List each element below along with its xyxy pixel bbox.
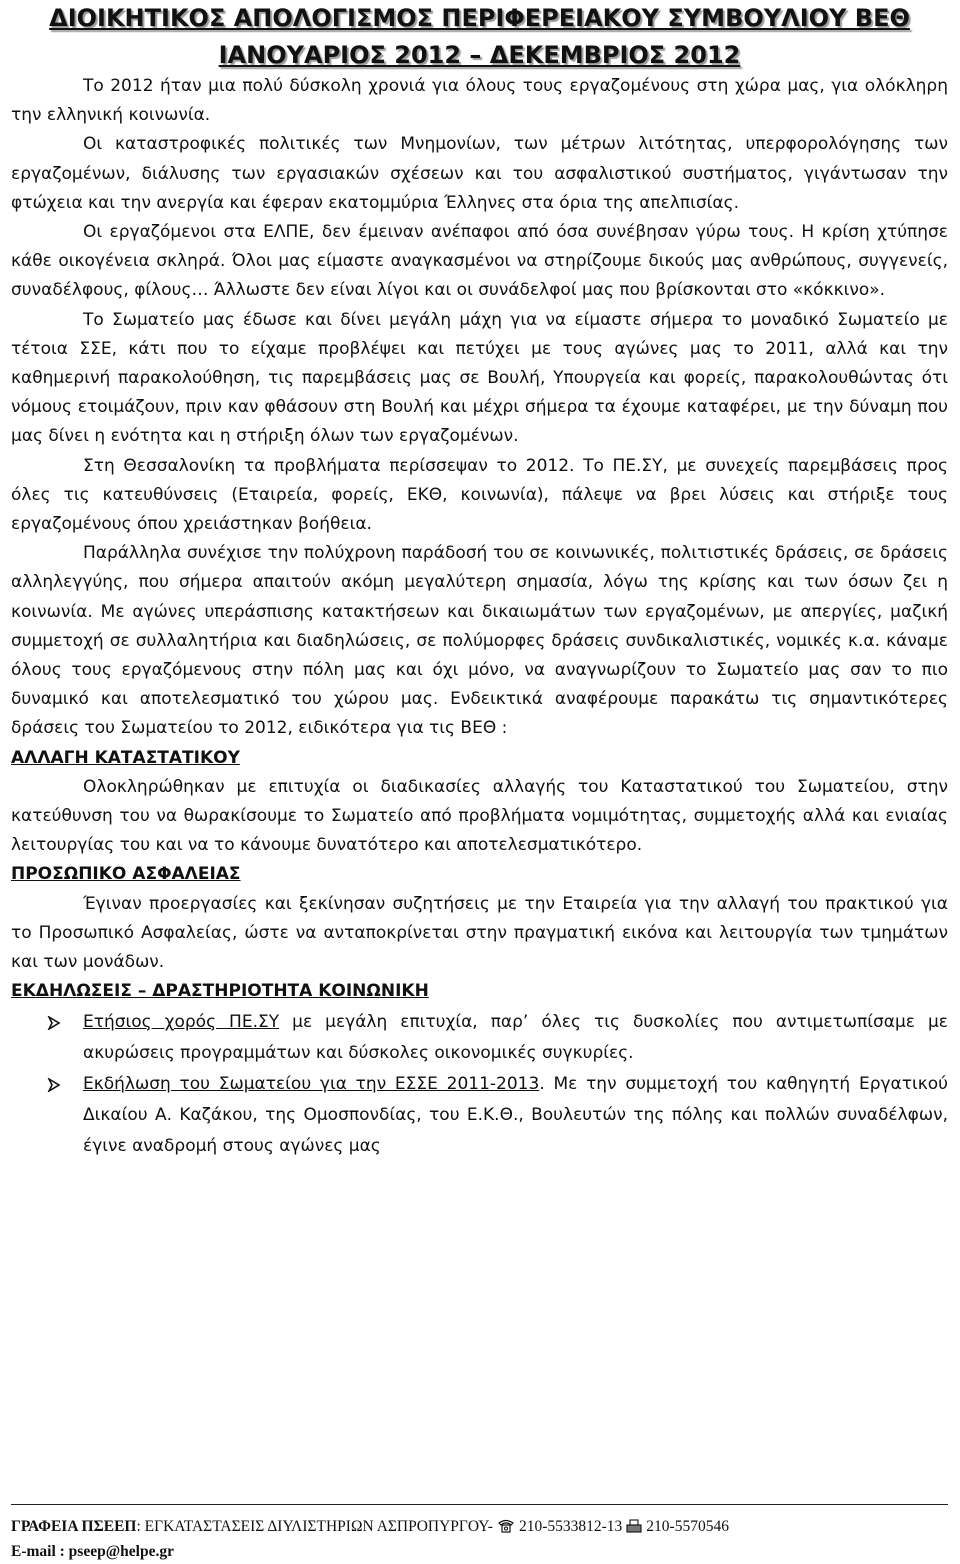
event-text: με μεγάλη επιτυχία, παρ’ όλες τις δυσκολίες που αντιμετωπίσαμε με ακυρώσεις προγραμμάτων και δύσκολες οικονομικές συγκυρίες. — [83, 1011, 948, 1063]
section-text-security-staff: Έγιναν προεργασίες και ξεκίνησαν συζητήσεις με την Εταιρεία για την αλλαγή του πρακτικού για το Προσωπικό Ασφαλείας, ώστε να ανταποκρίνεται στην πραγματική εικόνα και λειτουργία των τμημάτων και των μονάδων. — [11, 893, 948, 973]
footer-divider — [11, 1504, 948, 1505]
section-heading-security-staff: ΠΡΟΣΩΠΙΚΟ ΑΣΦΑΛΕΙΑΣ — [11, 864, 241, 885]
footer-phone: 210-5533812-13 — [518, 1518, 623, 1535]
event-title: Ετήσιος χορός ΠΕ.ΣΥ — [83, 1011, 280, 1032]
list-item — [11, 1007, 948, 1069]
footer-fax: 210-5570546 — [646, 1518, 729, 1535]
intro-paragraph-2: Οι καταστροφικές πολιτικές των Μνημονίων, των μέτρων λιτότητας, υπερφορολόγησης των εργαζομένων, διάλυσης των εργασιακών σχέσεων και του ασφαλιστικού συστήματος, γιγάντωσαν την φτώχεια και την ανεργία και έφεραν εκατομμύρια Έλληνες στα όρια της απελπισίας. — [11, 134, 948, 213]
document-page — [11, 0, 948, 1162]
document-period: ΙΑΝΟΥΑΡΙΟΣ 2012 – ΔΕΚΕΜΒΡΙΟΣ 2012 — [218, 41, 741, 69]
arrowhead-bullet-icon — [47, 1078, 61, 1092]
footer-email: E-mail : pseep@helpe.gr — [11, 1543, 174, 1560]
intro-paragraph-3: Οι εργαζόμενοι στα ΕΛΠΕ, δεν έμειναν ανέπαφοι από όσα συνέβησαν γύρω τους. Η κρίση χτύπησε κάθε οικογένεια σκληρά. Όλοι μας είμαστε αναγκασμένοι να στηρίζουμε δικούς μας ανθρώπους, συγγενείς, συναδέλφους, φίλους… Άλλωστε δεν είναι λίγοι και οι συνάδελφοί μας που βρίσκονται στο «κόκκινο». — [11, 222, 948, 301]
fax-icon — [626, 1519, 642, 1533]
page-footer — [0, 1456, 960, 1561]
intro-paragraph-5: Στη Θεσσαλονίκη τα προβλήματα περίσσεψαν το 2012. Το ΠΕ.ΣΥ, με συνεχείς παρεμβάσεις προς όλες τις κατευθύνσεις (Εταιρεία, φορείς, ΕΚΘ, κοινωνία), πάλεψε να βρει λύσεις και στήριξε τους εργαζομένους όπου χρειάστηκαν βοήθεια. — [11, 455, 948, 535]
document-title: ΔΙΟΙΚΗΤΙΚΟΣ ΑΠΟΛΟΓΙΣΜΟΣ ΠΕΡΙΦΕΡΕΙΑΚΟΥ ΣΥΜΒΟΥΛΙΟΥ ΒΕΘ — [49, 4, 910, 32]
section-heading-events: ΕΚΔΗΛΩΣΕΙΣ – ΔΡΑΣΤΗΡΙΟΤΗΤΑ ΚΟΙΝΩΝΙΚΗ — [11, 981, 429, 1002]
footer-address: : ΕΓΚΑΤΑΣΤΑΣΕΙΣ ΔΙΥΛΙΣΤΗΡΙΩΝ ΑΣΠΡΟΠΥΡΓΟΥ- — [136, 1518, 493, 1535]
footer-org-label: ΓΡΑΦΕΙΑ ΠΣΕΕΠ — [11, 1518, 137, 1535]
list-item — [11, 1069, 948, 1162]
event-text: . Με την συμμετοχή του καθηγητή Εργατικού Δικαίου Α. Καζάκου, της Ομοσπονδίας, του Ε.Κ.Θ., Βουλευτών της πόλης και πολλών συναδέλφων, έγινε αναδρομή στους αγώνες μας — [83, 1073, 948, 1156]
intro-paragraph-4: Το Σωματείο μας έδωσε και δίνει μεγάλη μάχη για να είμαστε σήμερα το μοναδικό Σωματείο με τέτοια ΣΣΕ, κάτι που το είχαμε προβλέψει και πετύχει με τους αγώνες μας το 2011, αλλά και την καθημερινή παρακολούθηση, τις παρεμβάσεις μας σε Βουλή, Υπουργεία και φορείς, παρακολουθώντας ότι νόμους ετοιμάζουν, πριν καν φθάσουν στη Βουλή και μέχρι σήμερα τα έχουμε καταφέρει, με την δύναμη που μας δίνει η ενότητα και η στήριξη όλων των εργαζομένων. — [11, 309, 948, 447]
section-text-statute: Ολοκληρώθηκαν με επιτυχία οι διαδικασίες αλλαγής του Καταστατικού του Σωματείου, στην κατεύθυνση του να θωρακίσουμε το Σωματείο από προβλήματα νομιμότητας, συμμετοχής αλλά και ενιαίας λειτουργίας του και να το κάνουμε δυνατότερο και αποτελεσματικότερο. — [11, 776, 948, 856]
event-title: Εκδήλωση του Σωματείου για την ΕΣΣΕ 2011-2013 — [83, 1073, 540, 1094]
intro-paragraph-6: Παράλληλα συνέχισε την πολύχρονη παράδοσή του σε κοινωνικές, πολιτιστικές δράσεις, σε δράσεις αλληλεγγύης, που σήμερα απαιτούν ακόμη μεγαλύτερη σημασία, λόγω της κρίσης και των όσων ζει η κοινωνία. Με αγώνες υπεράσπισης κατακτήσεων και δικαιωμάτων των εργαζομένων, με απεργίες, μαζική συμμετοχή σε συλλαλητήρια και διαδηλώσεις, σε πολύμορφες δράσεις συνδικαλιστικές, νομικές κ.α. κάναμε όλους τους εργαζόμενους στην πόλη μας και όχι μόνο, να αναγνωρίζουν το Σωματείο μας σαν το πιο δυναμικό και αποτελεσματικό του χώρου μας. Ενδεικτικά αναφέρουμε παρακάτω τις σημαντικότερες δράσεις του Σωματείου το 2012, ειδικότερα για τις ΒΕΘ : — [11, 543, 948, 739]
intro-paragraph-1: Το 2012 ήταν μια πολύ δύσκολη χρονιά για όλους τους εργαζομένους στη χώρα μας, για ολόκληρη την ελληνική κοινωνία. — [11, 76, 948, 126]
section-heading-statute: ΑΛΛΑΓΗ ΚΑΤΑΣΤΑΤΙΚΟΥ — [11, 747, 240, 768]
events-list — [11, 1007, 948, 1162]
arrowhead-bullet-icon — [47, 1016, 61, 1030]
footer-contact — [11, 1514, 948, 1564]
phone-icon — [497, 1519, 515, 1533]
